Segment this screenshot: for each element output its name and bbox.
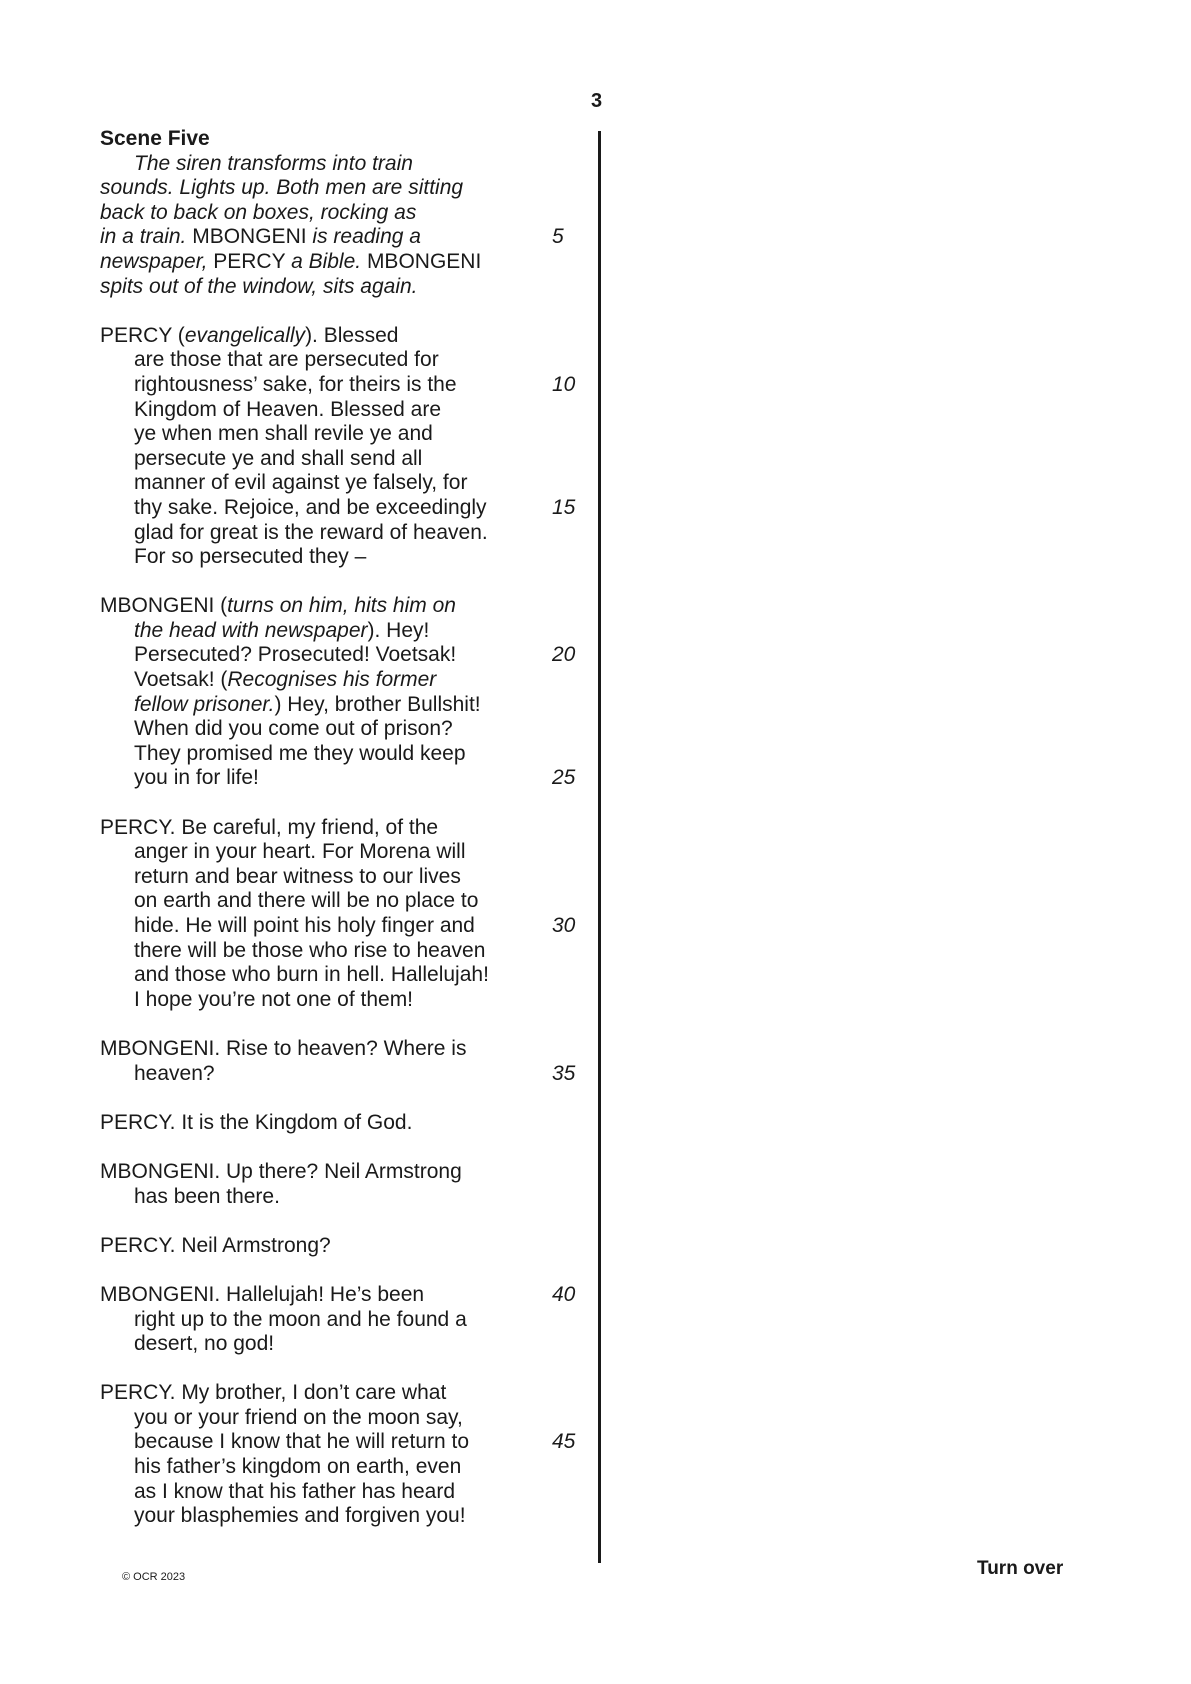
speech-line: When did you come out of prison? (134, 717, 453, 741)
speech-text: Persecuted? Prosecuted! Voetsak! (134, 643, 457, 667)
speech-line: They promised me they would keep (134, 741, 466, 765)
speech-text: hide. He will point his holy finger and (134, 914, 475, 937)
line-number: 45 (552, 1430, 576, 1454)
stage-direction-text: The siren transforms into train (134, 151, 413, 175)
speech-line: as I know that his father has heard (134, 1479, 456, 1503)
speech-text: ). Hey! (367, 618, 430, 642)
play-extract (100, 127, 580, 1529)
speech-line: there will be those who rise to heaven (134, 938, 486, 962)
speech-line: ye when men shall revile ye and (134, 422, 433, 446)
stage-direction-text: in a train. (100, 225, 187, 249)
stage-direction-text: turns on him, hits him on (227, 594, 456, 618)
stage-direction-text: a Bible. (291, 249, 362, 273)
speech-line (100, 594, 580, 619)
speech-line: MBONGENI. Up there? Neil Armstrong (100, 1159, 462, 1183)
speech-text: ). Blessed (305, 323, 399, 347)
copyright: © OCR 2023 (122, 1571, 186, 1583)
speech-line: glad for great is the reward of heaven. (134, 520, 488, 544)
stage-direction-text: the head with newspaper (134, 618, 368, 642)
character-name: MBONGENI (361, 249, 482, 273)
speech-line (100, 766, 580, 791)
speech-line: persecute ye and shall send all (134, 446, 423, 470)
speech-line: desert, no god! (134, 1332, 275, 1356)
speech-line: on earth and there will be no place to (134, 889, 479, 913)
stage-direction-text: fellow prisoner. (134, 692, 275, 716)
speech-line: anger in your heart. For Morena will (134, 840, 466, 864)
line-number: 10 (552, 372, 576, 396)
stage-direction-line (100, 275, 580, 300)
line-number: 5 (552, 225, 564, 249)
speech-line: PERCY. It is the Kingdom of God. (100, 1110, 413, 1134)
speech-line (100, 373, 580, 398)
speech-line (100, 1430, 580, 1455)
line-number: 20 (552, 643, 576, 667)
stage-direction-line (100, 201, 580, 226)
stage-direction-text: newspaper, (100, 249, 214, 273)
stage-direction-text: sounds. Lights up. Both men are sitting (100, 176, 464, 200)
speech-line: return and bear witness to our lives (134, 864, 461, 888)
speech-line (100, 1283, 580, 1308)
speech-line: are those that are persecuted for (134, 348, 439, 372)
speech-line: For so persecuted they – (134, 545, 367, 569)
stage-direction-text: evangelically (184, 323, 306, 347)
speech-text: Voetsak! ( (134, 668, 228, 692)
character-name: MBONGENI (186, 225, 313, 249)
speech-line: PERCY. My brother, I don’t care what (100, 1381, 447, 1405)
speaker: MBONGENI ( (100, 594, 228, 618)
speech-line: PERCY. Be careful, my friend, of the (100, 815, 439, 839)
speech-line: his father’s kingdom on earth, even (134, 1455, 462, 1479)
speech-line: right up to the moon and he found a (134, 1307, 467, 1331)
character-name: PERCY (213, 249, 292, 273)
line-number: 15 (552, 495, 576, 519)
speech-line: PERCY. Neil Armstrong? (100, 1233, 331, 1257)
scene-heading: Scene Five (100, 127, 210, 150)
speech-line: manner of evil against ye falsely, for (134, 471, 468, 495)
stage-direction-text: back to back on boxes, rocking as (100, 200, 417, 224)
speech-line (100, 668, 580, 693)
speech-text: heaven? (134, 1061, 215, 1085)
page-number: 3 (591, 90, 603, 112)
speaker: PERCY ( (100, 323, 185, 347)
line-number: 30 (552, 914, 576, 937)
line-number: 35 (552, 1061, 576, 1085)
speech-text: MBONGENI. Hallelujah! He’s been (100, 1282, 425, 1306)
stage-direction-text: is reading a (312, 225, 421, 249)
stage-direction-line (100, 250, 580, 275)
speech-line: MBONGENI. Rise to heaven? Where is (100, 1036, 467, 1060)
speech-line (100, 619, 580, 644)
stage-direction-text: Recognises his former (227, 668, 437, 692)
speech-line (100, 324, 580, 349)
stage-direction-text: spits out of the window, sits again. (100, 274, 418, 298)
stage-direction-line (100, 225, 580, 250)
speech-line: I hope you’re not one of them! (134, 987, 414, 1011)
speech-text: thy sake. Rejoice, and be exceedingly (134, 495, 487, 519)
speech-line: your blasphemies and forgiven you! (134, 1504, 466, 1528)
speech-text: because I know that he will return to (134, 1430, 470, 1454)
margin-rule (598, 131, 601, 1563)
speech-line: Kingdom of Heaven. Blessed are (134, 397, 442, 421)
line-number: 40 (552, 1282, 576, 1306)
speech-line (100, 693, 580, 718)
speech-text: rightousness’ sake, for theirs is the (134, 372, 457, 396)
speech-text: ) Hey, brother Bullshit! (274, 692, 481, 716)
speech-line: and those who burn in hell. Hallelujah! (134, 963, 489, 987)
stage-direction-line (100, 152, 580, 177)
speech-line (100, 643, 580, 668)
speech-line: has been there. (134, 1184, 280, 1208)
line-number: 25 (552, 766, 576, 790)
speech-line (100, 496, 580, 521)
speech-line (100, 914, 580, 939)
stage-direction-line (100, 176, 580, 201)
speech-line (100, 1062, 580, 1087)
speech-line: you or your friend on the moon say, (134, 1405, 463, 1429)
speech-text: you in for life! (134, 766, 259, 790)
turn-over-label: Turn over (977, 1558, 1064, 1579)
